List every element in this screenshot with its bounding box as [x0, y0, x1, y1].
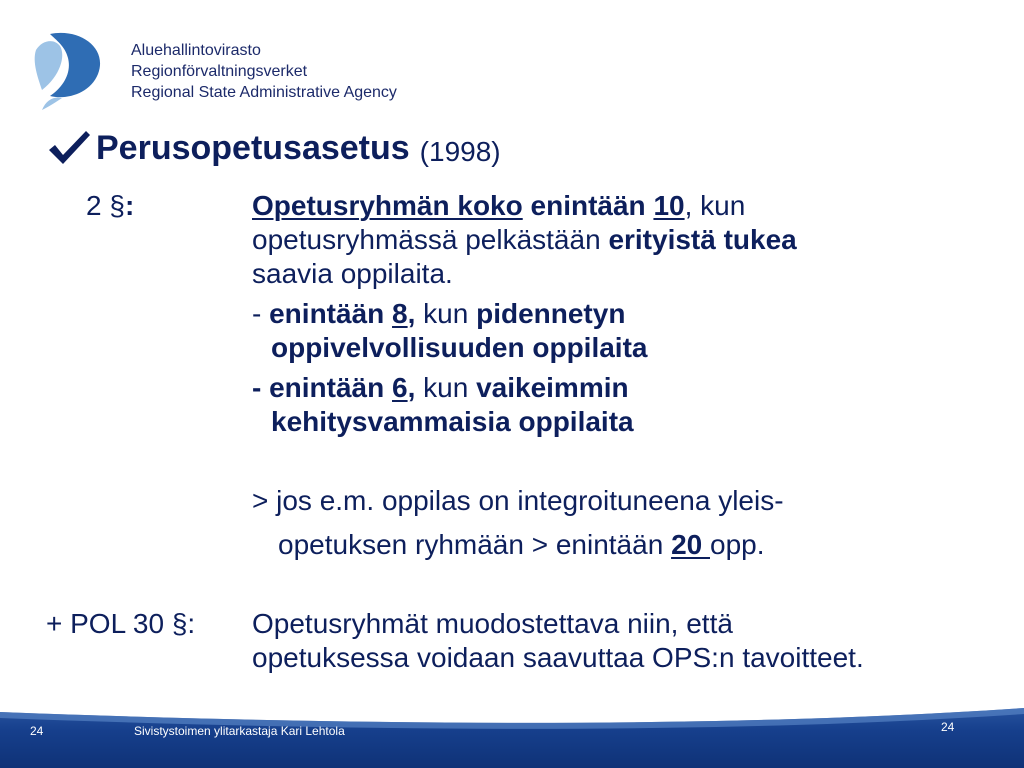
org-name-en: Regional State Administrative Agency [131, 84, 397, 101]
footer-page-number-left: 24 [30, 724, 44, 738]
slide-title [46, 128, 501, 168]
org-name-fi: Aluehallintovirasto [131, 42, 261, 59]
organization-name-block [131, 40, 397, 103]
title-main: Perusopetusasetus [96, 129, 410, 167]
note-line-2: opetuksen ryhmään > enintään 20 opp. [278, 529, 765, 560]
item-1-line-2: oppivelvollisuuden oppilaita [271, 332, 648, 363]
max-6-value: 6 [392, 372, 408, 403]
checkmark-icon [46, 128, 92, 168]
max-10-value: 10 [653, 190, 685, 221]
agency-logo-icon [32, 30, 104, 112]
item-1-line-1: - enintään 8, kun pidennetyn [252, 298, 626, 329]
title-year: (1998) [419, 136, 501, 167]
section-line-1: Opetusryhmän koko enintään 10, kun [252, 190, 746, 221]
org-name-sv: Regionförvaltningsverket [131, 63, 308, 80]
section-line-3: saavia oppilaita. [252, 258, 453, 289]
item-2-line-2: kehitysvammaisia oppilaita [271, 406, 634, 437]
pol-line-1: Opetusryhmät muodostettava niin, että [252, 608, 733, 639]
group-size-term: Opetusryhmän koko [252, 190, 523, 221]
section-label: 2 §: [86, 190, 135, 221]
footer-author: Sivistystoimen ylitarkastaja Kari Lehtola [134, 724, 345, 738]
section-line-2: opetusryhmässä pelkästään erityistä tukea [252, 224, 797, 255]
item-2-line-1: - enintään 6, kun vaikeimmin [252, 372, 629, 403]
pol-line-2: opetuksessa voidaan saavuttaa OPS:n tavoitteet. [252, 642, 864, 673]
max-20-value: 20 [671, 529, 710, 560]
footer-page-number-right: 24 [941, 720, 955, 734]
note-line-1: > jos e.m. oppilas on integroituneena yleis- [252, 485, 784, 516]
pol-label: + POL 30 §: [46, 608, 196, 639]
max-8-value: 8 [392, 298, 408, 329]
